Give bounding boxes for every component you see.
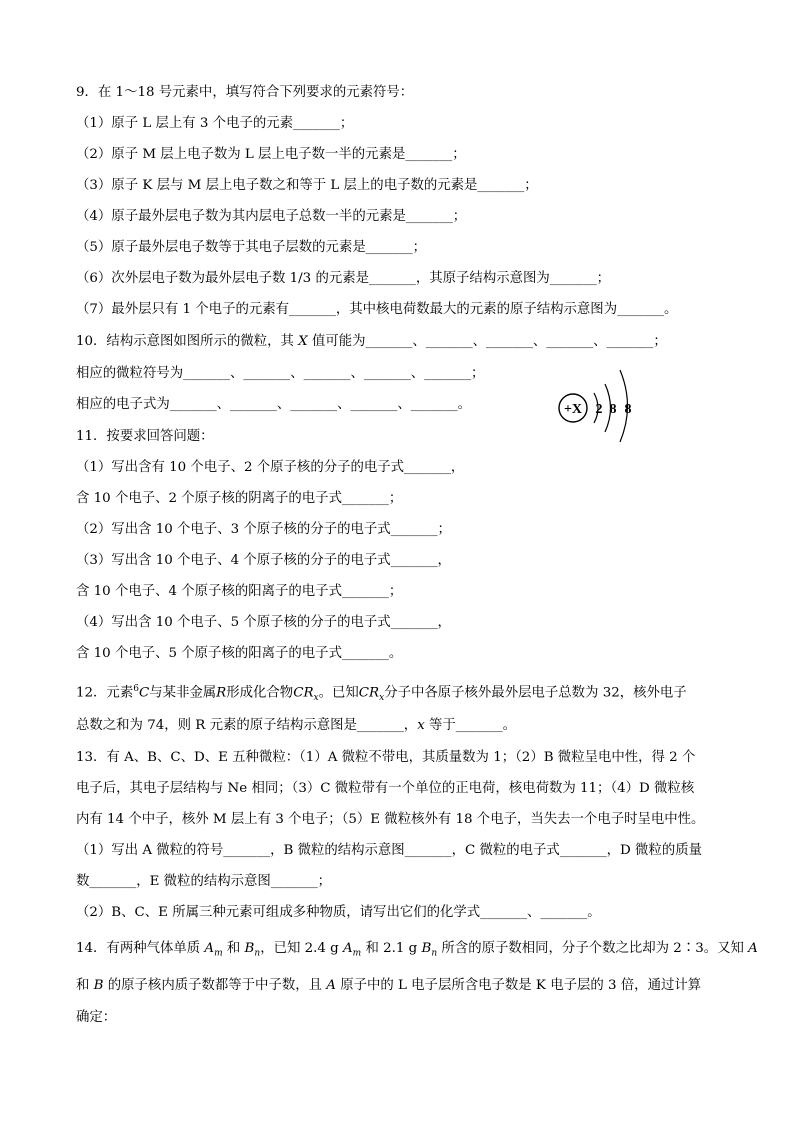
q14-a-2: A — [343, 941, 353, 956]
q13-line-3: 内有 14 个中子，核外 M 层上有 3 个电子；（5）E 微粒核外有 18 个电子，当失去一个电子时呈电中性。 — [76, 812, 705, 827]
q12-compound-2: CR — [358, 685, 380, 701]
q12-element-r: R — [216, 685, 227, 701]
q14-line-1 — [76, 939, 758, 959]
q12-part4: 。已知 — [318, 685, 359, 701]
q14-l2-b: 的原子核内质子数都等于中子数，且 — [103, 978, 327, 993]
q9-item-6: （6）次外层电子数为最外层电子数 1/3 的元素是_______，其原子结构示意图为_______； — [76, 271, 611, 286]
q14-l1-a: 14．有两种气体单质 — [76, 941, 205, 956]
q12-part5: 分子中各原子核外最外层电子总数为 32，核外电子 — [384, 685, 687, 701]
q12-part2: 与某非金属 — [149, 685, 217, 701]
shell-2-count: 8 — [609, 402, 617, 417]
q12-element-c: C — [138, 685, 150, 701]
q12-line-1 — [76, 679, 726, 704]
q12-line2-pre: 总数之和为 74，则 R 元素的原子结构示意图是_______， — [76, 718, 418, 733]
q12-sup-6: 6 — [133, 684, 139, 694]
q11-stem: 11．按要求回答问题： — [76, 429, 214, 444]
q12-compound: CR — [293, 685, 314, 701]
q14-sub-n-2: n — [431, 948, 438, 959]
shell-3-count: 8 — [624, 402, 632, 417]
q12-part1: 12．元素 — [76, 685, 134, 701]
q14-l1-b: ，已知 2.4 g — [260, 941, 343, 956]
shell-1-count: 2 — [595, 402, 603, 417]
nucleus-label: +X — [563, 402, 583, 417]
q11-item-3: （3）写出含 10 个电子、4 个原子核的分子的电子式_______， — [76, 553, 451, 568]
q12-line-2 — [76, 716, 726, 736]
q9-item-2: （2）原子 M 层上电子数为 L 层上电子数一半的元素是_______； — [76, 147, 466, 162]
q12-line2-post: 等于_______。 — [424, 718, 517, 733]
q13-line-2: 电子后，其电子层结构与 Ne 相同；（3）C 微粒带有一个单位的正电荷，核电荷数为 11；（4）D 微粒核 — [76, 781, 695, 796]
q14-l1-d: 所含的原子数相同，分子个数之比却为 2∶3。又知 — [437, 941, 749, 956]
q14-l1-c: 和 2.1 g — [361, 941, 422, 956]
q13-line-1: 13．有 A、B、C、D、E 五种微粒：（1）A 微粒不带电，其质量数为 1；（2）B 微粒呈电中性，得 2 个 — [76, 750, 696, 765]
q9-item-4: （4）原子最外层电子数为其内层电子总数一半的元素是_______； — [76, 209, 467, 224]
q10-line-2: 相应的微粒符号为_______、_______、_______、_______、_______； — [76, 366, 485, 381]
q9-item-3: （3）原子 K 层与 M 层上电子数之和等于 L 层上的电子数的元素是_______； — [76, 178, 538, 193]
q10-line1-post: 值可能为_______、_______、_______、_______、_______； — [307, 334, 667, 349]
q14-l2-a: 和 — [76, 978, 94, 993]
q14-a-3: A — [748, 941, 758, 956]
q11-item-4b: 含 10 个电子、5 个原子核的阳离子的电子式_______。 — [76, 646, 403, 661]
q14-l2-c: 原子中的 L 电子层所含电子数是 K 电子层的 3 倍，通过计算 — [335, 978, 702, 993]
q13-line-5: 数_______，E 微粒的结构示意图_______； — [76, 874, 332, 889]
q12-part3: 形成化合物 — [226, 685, 294, 701]
q14-a-4: A — [326, 978, 336, 993]
q14-b-3: B — [93, 978, 104, 993]
q10-line-1 — [76, 332, 726, 352]
q14-sub-m: m — [214, 948, 223, 959]
q13-line-6: （2）B、C、E 所属三种元素可组成多种物质，请写出它们的化学式_______、_______。 — [76, 905, 601, 920]
q11-item-3b: 含 10 个电子、4 个原子核的阳离子的电子式_______； — [76, 584, 403, 599]
q14-sub-n: n — [254, 948, 261, 959]
q14-a: A — [204, 941, 215, 956]
q11-item-1: （1）写出含有 10 个电子、2 个原子核的分子的电子式_______， — [76, 460, 465, 475]
q12-sub-x: x — [313, 693, 319, 704]
q11-item-2: （2）写出含 10 个电子、3 个原子核的分子的电子式_______； — [76, 522, 451, 537]
q14-line-3: 确定： — [76, 1010, 117, 1025]
q14-line-2 — [76, 976, 726, 996]
q12-var-x: x — [417, 718, 425, 733]
q10-var-x: X — [298, 334, 308, 349]
q10-line-3: 相应的电子式为_______、_______、_______、_______、_______。 — [76, 397, 472, 412]
q9-stem: 9．在 1～18 号元素中，填写符合下列要求的元素符号： — [76, 85, 414, 100]
q10-line1-pre: 10．结构示意图如图所示的微粒，其 — [76, 334, 299, 349]
q11-item-1b: 含 10 个电子、2 个原子核的阴离子的电子式_______； — [76, 491, 403, 506]
q14-b: B — [244, 941, 255, 956]
q9-item-1: （1）原子 L 层上有 3 个电子的元素_______； — [76, 116, 354, 131]
q11-item-4: （4）写出含 10 个电子、5 个原子核的分子的电子式_______， — [76, 615, 451, 630]
q13-line-4: （1）写出 A 微粒的符号_______，B 微粒的结构示意图_______，C 微粒的电子式_______，D 微粒的质量 — [76, 843, 703, 858]
q9-item-5: （5）原子最外层电子数等于其电子层数的元素是_______； — [76, 240, 426, 255]
q14-sub-m-2: m — [352, 948, 362, 959]
q14-and: 和 — [222, 941, 245, 956]
q14-b-2: B — [421, 941, 432, 956]
q12-sub-x-2: x — [379, 693, 385, 704]
q9-item-7: （7）最外层只有 1 个电子的元素有_______，其中核电荷数最大的元素的原子结构示意图为_______。 — [76, 302, 678, 317]
